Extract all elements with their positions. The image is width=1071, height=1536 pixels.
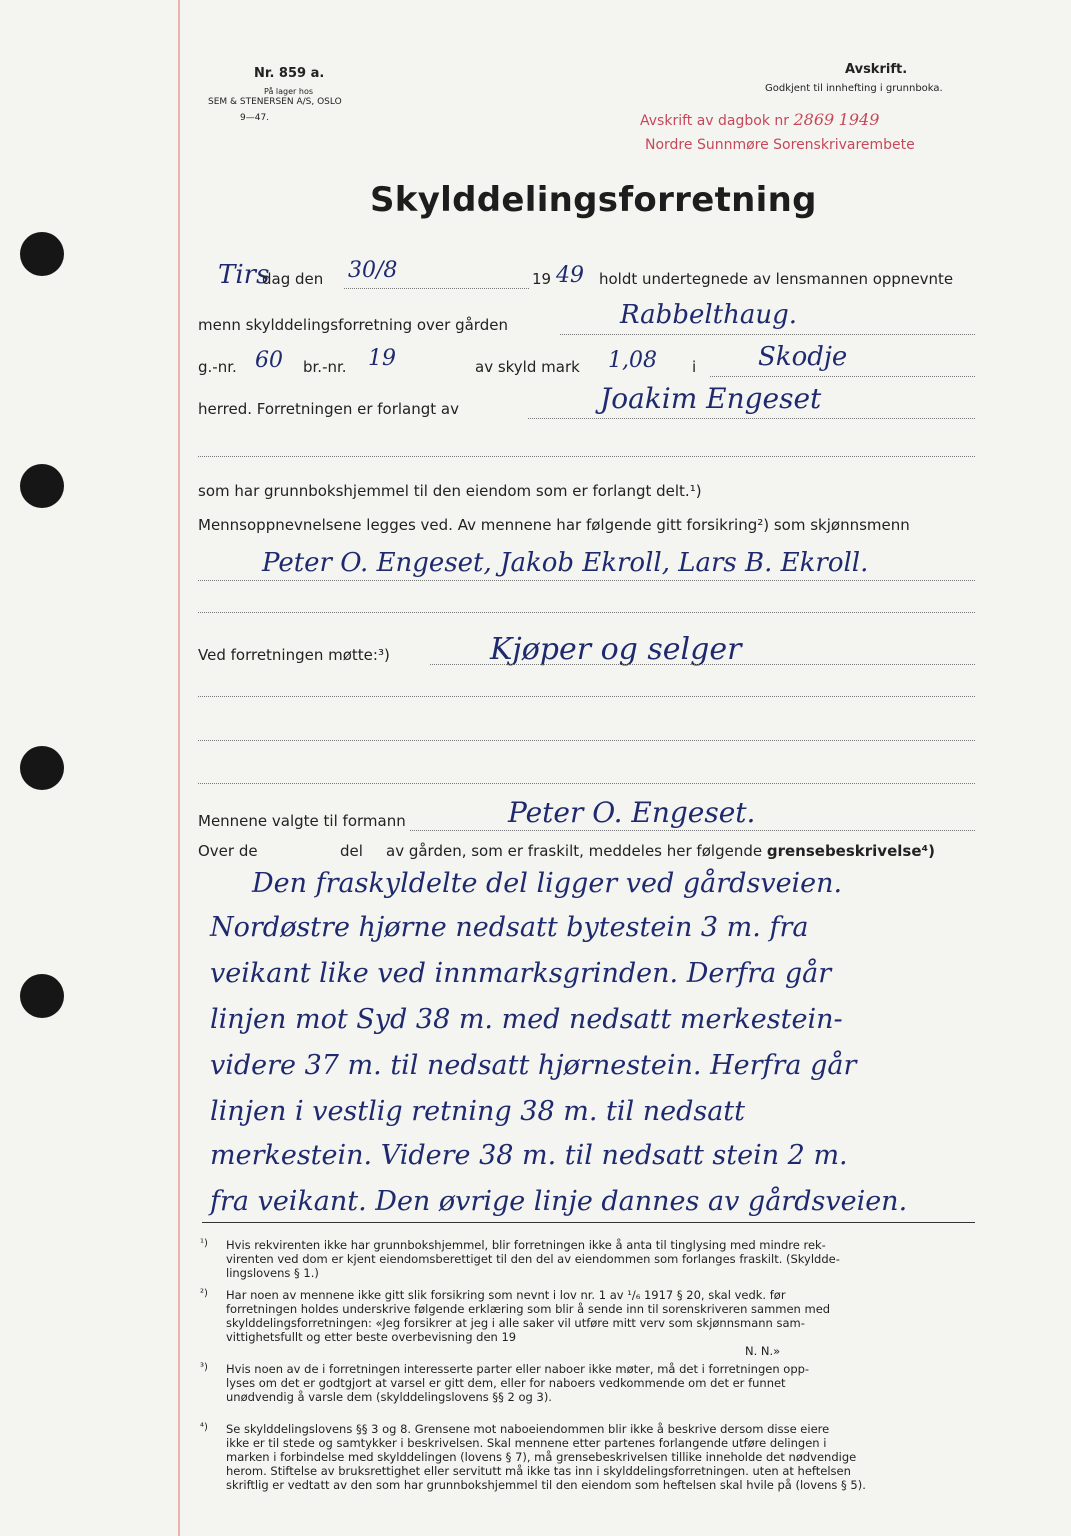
del-label: del bbox=[340, 842, 363, 860]
publisher-line: SEM & STENERSEN A/S, OSLO bbox=[208, 97, 342, 107]
binder-hole bbox=[20, 746, 64, 790]
requester-line bbox=[528, 418, 975, 419]
footnote-line: skylddelingsforretningen: «Jeg forsikrer at jeg i alle saker vil utføre mitt verv som skjønnsmann sam- bbox=[226, 1316, 805, 1330]
footnote-line: marken i forbindelse med skylddelingen (lovens § 7), må grensebeskrivelsen tillike inneholde det nødvendige bbox=[226, 1450, 857, 1464]
mote-line bbox=[430, 664, 975, 665]
hw-year: 49 bbox=[556, 263, 584, 288]
boundary-line: linjen mot Syd 38 m. med nedsatt merkestein- bbox=[210, 1004, 843, 1035]
footnote-number: ⁴) bbox=[200, 1422, 208, 1433]
stamp-office: Nordre Sunnmøre Sorenskrivarembete bbox=[645, 137, 915, 153]
hjemmel-text: som har grunnbokshjemmel til den eiendom som er forlangt delt.¹) bbox=[198, 482, 702, 500]
footnote-line: unødvendig å varsle dem (skylddelingslovens §§ 2 og 3). bbox=[226, 1390, 552, 1404]
binder-hole bbox=[20, 974, 64, 1018]
boundary-line: veikant like ved innmarksgrinden. Derfra går bbox=[210, 958, 832, 989]
hw-brnr: 19 bbox=[368, 346, 396, 371]
avskrift-label: Avskrift. bbox=[845, 62, 908, 77]
boundary-line: Nordøstre hjørne nedsatt bytestein 3 m. fra bbox=[210, 912, 809, 943]
formann-line bbox=[410, 830, 975, 831]
intro-text: holdt undertegnede av lensmannen oppnevnte bbox=[599, 270, 954, 288]
hw-skyld: 1,08 bbox=[608, 348, 657, 373]
herred-line bbox=[710, 376, 975, 377]
footnote-line: Har noen av mennene ikke gitt slik forsikring som nevnt i lov nr. 1 av ¹/₆ 1917 § 20, skal vedk. før bbox=[226, 1288, 786, 1302]
footnote-line: lingslovens § 1.) bbox=[226, 1266, 319, 1280]
farm-label: menn skylddelingsforretning over gården bbox=[198, 316, 508, 334]
grense-intro: av gården, som er fraskilt, meddeles her følgende grensebeskrivelse⁴) bbox=[386, 842, 935, 860]
hw-herred: Skodje bbox=[758, 342, 848, 372]
skyld-label: av skyld mark bbox=[475, 358, 580, 376]
over-de-label: Over de bbox=[198, 842, 258, 860]
footnote-number: ²) bbox=[200, 1288, 208, 1299]
footnote-line: herom. Stiftelse av bruksrettighet eller servitutt må ikke tas inn i skylddelingsforretningen. uten at heftelsen bbox=[226, 1464, 851, 1478]
document-title: Skylddelingsforretning bbox=[370, 180, 817, 220]
boundary-line: Den fraskyldelte del ligger ved gårdsveien. bbox=[252, 868, 843, 899]
footnote-line: forretningen holdes underskrive følgende erklæring som blir å sende inn til sorenskriveren sammen med bbox=[226, 1302, 831, 1316]
footnote-line: ikke er til stede og samtykker i beskrivelsen. Skal mennene etter partenes forlangende utføre delingen i bbox=[226, 1436, 827, 1450]
formann-label: Mennene valgte til formann bbox=[198, 812, 406, 830]
footnote-line: Se skylddelingslovens §§ 3 og 8. Grensene mot naboeiendommen blir ikke å beskrive dersom disse eiere bbox=[226, 1422, 830, 1436]
boundary-line: videre 37 m. til nedsatt hjørnestein. Herfra går bbox=[210, 1050, 857, 1081]
footnote-number: ¹) bbox=[200, 1238, 208, 1249]
hw-farm: Rabbelthaug. bbox=[620, 300, 798, 330]
stamp-line: Avskrift av dagbok nr 2869 1949 bbox=[640, 110, 880, 129]
blank-line bbox=[198, 783, 975, 784]
herred-label: herred. Forretningen er forlangt av bbox=[198, 400, 459, 418]
hw-mote: Kjøper og selger bbox=[490, 632, 742, 667]
skjonnsmenn-line bbox=[198, 580, 975, 581]
footnote-line: vittighetsfullt og etter beste overbevisning den 19 bbox=[226, 1330, 517, 1344]
binder-hole bbox=[20, 464, 64, 508]
hw-formann: Peter O. Engeset. bbox=[508, 796, 756, 829]
boundary-line: fra veikant. Den øvrige linje dannes av gårdsveien. bbox=[210, 1186, 908, 1217]
hw-date: 30/8 bbox=[348, 258, 398, 283]
publisher-line: På lager hos bbox=[264, 87, 313, 96]
binder-hole bbox=[20, 232, 64, 276]
mote-label: Ved forretningen møtte:³) bbox=[198, 646, 390, 664]
footnote-line: lyses om det er godtgjort at varsel er gitt dem, eller for naboers vedkommende om det er funnet bbox=[226, 1376, 786, 1390]
hw-requester: Joakim Engeset bbox=[600, 382, 822, 415]
publisher-line: 9—47. bbox=[240, 113, 270, 123]
blank-line bbox=[198, 696, 975, 697]
hw-skjonnsmenn: Peter O. Engeset, Jakob Ekroll, Lars B. Ekroll. bbox=[262, 548, 869, 578]
i-label: i bbox=[692, 358, 697, 376]
approved-label: Godkjent til innhefting i grunnboka. bbox=[765, 83, 943, 94]
margin-rule bbox=[178, 0, 180, 1536]
year-prefix: 19 bbox=[532, 270, 552, 288]
farm-line bbox=[560, 334, 975, 335]
footnote-number: ³) bbox=[200, 1362, 208, 1373]
day-label: dag den bbox=[262, 270, 324, 288]
footnote-line: Hvis rekvirenten ikke har grunnbokshjemmel, blir forretningen ikke å anta til tinglysing med mindre rek- bbox=[226, 1238, 826, 1252]
section-divider bbox=[202, 1222, 975, 1223]
date-line bbox=[344, 288, 529, 289]
hw-weekday: Tirs bbox=[218, 260, 270, 290]
hw-gnr: 60 bbox=[255, 348, 283, 373]
gnr-label: g.-nr. bbox=[198, 358, 237, 376]
footnote-line: Hvis noen av de i forretningen interesserte parter eller naboer ikke møter, må det i forretningen opp- bbox=[226, 1362, 810, 1376]
boundary-line: linjen i vestlig retning 38 m. til nedsatt bbox=[210, 1096, 746, 1127]
blank-line bbox=[198, 456, 975, 457]
brnr-label: br.-nr. bbox=[303, 358, 347, 376]
blank-line bbox=[198, 612, 975, 613]
footnote-line: skriftlig er vedtatt av den som har grunnbokshjemmel til den eiendom som heftelsen skal hvile på (lovens § 5). bbox=[226, 1478, 866, 1492]
boundary-line: merkestein. Videre 38 m. til nedsatt stein 2 m. bbox=[210, 1140, 848, 1171]
form-number: Nr. 859 a. bbox=[254, 66, 325, 81]
blank-line bbox=[198, 740, 975, 741]
footnote-line: virenten ved dom er kjent eiendomsberettiget til den del av eiendommen som forlanges fraskilt. (Skyldde- bbox=[226, 1252, 840, 1266]
mennsoppnevnelse-text: Mennsoppnevnelsene legges ved. Av mennene har følgende gitt forsikring²) som skjønnsmenn bbox=[198, 516, 910, 534]
footnote-signature: N. N.» bbox=[745, 1344, 781, 1358]
